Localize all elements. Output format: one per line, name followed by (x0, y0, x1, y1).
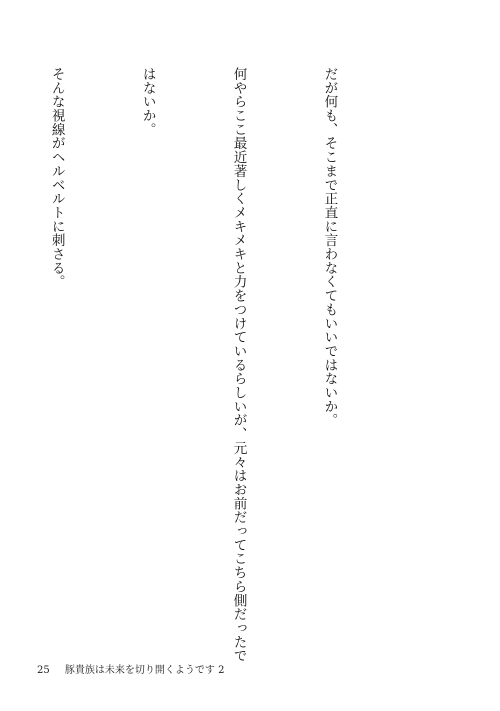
text-line: 何やらここ最近著しくメキメキと力をつけているらしいが、元々はお前だってこちら側だったで (230, 67, 247, 663)
page-footer (37, 661, 224, 676)
text-line: だが何も、そこまで正直に言わなくてもいいではないか。 (321, 67, 338, 428)
text-line: はないか。 (139, 67, 156, 137)
book-title: 豚貴族は未来を切り開くようです 2 (64, 665, 225, 676)
vertical-body-text (0, 67, 405, 663)
text-line: そんな視線がヘルベルトに刺さる。 (48, 67, 65, 289)
page-number: 25 (37, 665, 50, 676)
